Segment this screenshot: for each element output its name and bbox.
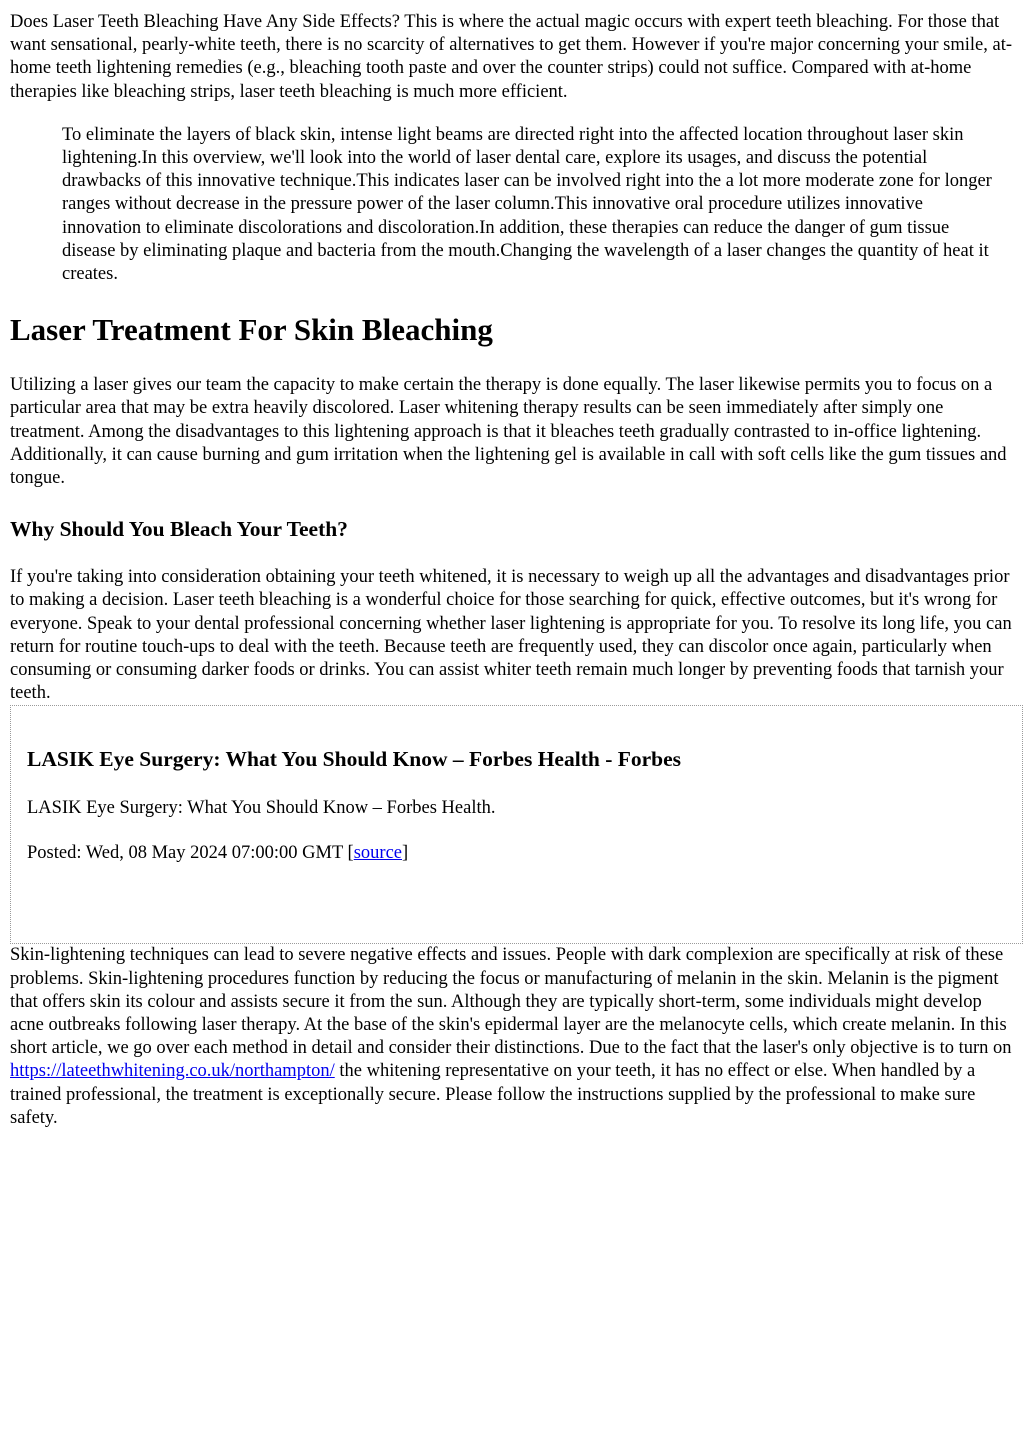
closing-text-before: Skin-lightening techniques can lead to severe negative effects and issues. People with dark complexion are specifically at risk of these problems. Skin-lightening procedures function by reducing the focus or manufacturing of melanin in the skin. Melanin is the pigment that offers skin its colour and assists secure it from the sun. Although they are typically short-term, some individuals might develop acne outbreaks following laser therapy. At the base of the skin's epidermal layer are the melanocyte cells, which create melanin. In this short article, we go over each method in detail and consider their distinctions. Due to the fact that the laser's only objective is to turn on [10,945,1012,1059]
section-paragraph-why-bleach: If you're taking into consideration obtaining your teeth whitened, it is necessary to weigh up all the advantages and disadvantages prior to making a decision. Laser teeth bleaching is a wonderful choice for those searching for quick, effective outcomes, but it's wrong for everyone. Speak to your dental professional concerning whether laser lightening is appropriate for you. To resolve its long life, you can return for routine touch-ups to deal with the teeth. Because teeth are frequently used, they can discolor once again, particularly when consuming or consuming darker foods or drinks. You can assist whiter teeth remain much longer by preventing foods that tarnish your teeth. [10,567,1012,704]
quote-text: To eliminate the layers of black skin, intense light beams are directed right into the affected location throughout laser skin lightening.In this overview, we'll look into the world of laser dental care, explore its usages, and discuss the potential drawbacks of this innovative technique.This indicates laser can be involved right into the a lot more moderate zone for longer ranges without decrease in the pressure power of the laser column.This innovative oral procedure utilizes innovative innovation to eliminate discolorations and discoloration.In addition, these therapies can reduce the danger of gum tissue disease by eliminating plaque and bacteria from the mouth.Changing the wavelength of a laser changes the quantity of heat it creates. [62,124,992,285]
news-posted-line [27,842,1006,865]
section-paragraph-laser-treatment: Utilizing a laser gives our team the capacity to make certain the therapy is done equally. The laser likewise permits you to focus on a particular area that may be extra heavily discolored. Laser whitening therapy results can be seen immediately after simply one treatment. Among the disadvantages to this lightening approach is that it bleaches teeth gradually contrasted to in-office lightening. Additionally, it can cause burning and gum irritation when the lightening gel is available in call with soft cells like the gum tissues and tongue. [10,375,1007,489]
northampton-link[interactable]: https://lateethwhitening.co.uk/northampton/ [10,1061,335,1082]
news-summary: LASIK Eye Surgery: What You Should Know – Forbes Health. [27,798,496,819]
closing-paragraph [10,944,1014,1130]
news-source-link[interactable]: source [353,842,403,863]
news-title: LASIK Eye Surgery: What You Should Know – Forbes Health - Forbes [27,747,682,772]
intro-paragraph: Does Laser Teeth Bleaching Have Any Side Effects? This is where the actual magic occurs with expert teeth bleaching. For those that want sensational, pearly-white teeth, there is no scarcity of alternatives to get them. However if you're major concerning your smile, at-home teeth lightening remedies (e.g., bleaching tooth paste and over the counter strips) could not suffice. Compared with at-home therapies like bleaching strips, laser teeth bleaching is much more efficient. [10,12,1012,102]
news-card [10,705,1023,944]
closing-text-after: the whitening representative on your teeth, it has no effect or else. When handled by a trained professional, the treatment is exceptionally secure. Please follow the instructions supplied by the professional to make sure safety. [10,1061,976,1128]
news-posted-close: ] [402,842,409,863]
quote-block [62,124,1004,286]
section-heading-laser-treatment: Laser Treatment For Skin Bleaching [10,312,493,348]
section-heading-why-bleach: Why Should You Bleach Your Teeth? [10,517,348,542]
news-posted-date: Posted: Wed, 08 May 2024 07:00:00 GMT [ [27,842,354,863]
